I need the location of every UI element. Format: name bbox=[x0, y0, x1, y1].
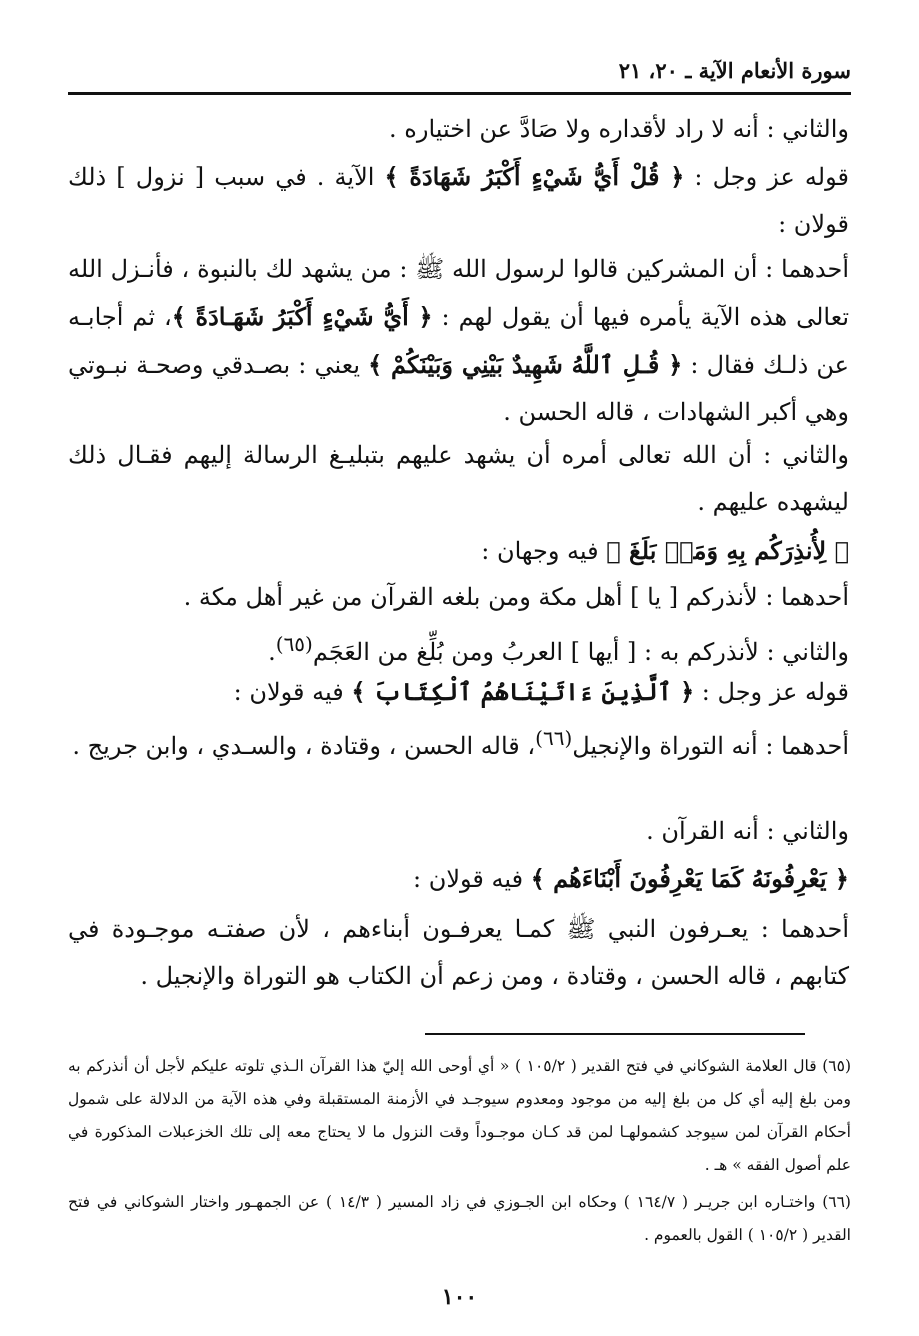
footnote-ref-66[interactable]: (٦٦) bbox=[535, 726, 573, 750]
quran-verse: ﴿ لِأُنذِرَكُم بِهِ وَمَنۢ بَلَغَ ﴾ bbox=[606, 536, 849, 565]
paragraph-second-opinion-2: والثاني : أن الله تعالى أمره أن يشهد عليهم بتبليـغ الرسالة إليهم فقـال ذلك ليشهده عليهم . bbox=[68, 441, 849, 516]
paragraph-second-aspect: والثاني : لأنذركم به : [ أيها ] العربُ ومن بُلِّغ من العَجَم$^{(٦٥)}$. bbox=[268, 632, 849, 666]
paragraph-recognize-prophet: أحدهما : يعـرفون النبي ﷺ كمـا يعرفـون أبناءهم ، لأن صفتـه موجـودة في كتابهم ، قاله الحسن ، وقتادة ، ومن زعم أن الكتاب هو التوراة والإنجيل . bbox=[68, 915, 849, 990]
quran-verse: ﴿ قُـلِ ٱللَّهُ شَهِيدٌ بَيْنِي وَبَيْنَكُمْ ﴾ bbox=[368, 350, 683, 379]
footnote-66: (٦٦) واختـاره ابن جريـر ( ١٦٤/٧ ) وحكاه ابن الجـوزي في زاد المسير ( ١٤/٣ ) عن الجمهـور واختار الشوكاني في فتح القدير ( ١٠٥/٢ ) القول بالعموم . bbox=[68, 1193, 851, 1244]
running-header: سورة الأنعام الآية ـ ٢٠، ٢١ bbox=[618, 58, 851, 83]
footnote-65: (٦٥) قال العلامة الشوكاني في فتح القدير ( ١٠٥/٢ ) « أي أوحى الله إليّ هذا القرآن الـذي تلوته عليكم لأجل أن أنذركم به ومن بلغ إليه أي كل من بلغ إليه من موجود ومعدوم سيوجـد في الأزمنة المستقبلة وفي هذه الآية من الدلالة على شمول أحكام القرآن لمن سيوجد كشمولهـا لمن قد كـان موجـوداً وقت النزول ما لا يحتاج معه إلى تلك الخزعبلات المذكورة في علم أصول الفقه » هـ . bbox=[68, 1057, 851, 1174]
paragraph-verse-yarifunahu: ﴿ يَعْرِفُونَهُ كَمَا يَعْرِفُونَ أَبْنَاءَهُم ﴾ فيه قولان : bbox=[413, 864, 849, 893]
paragraph-verse-shahada: قوله عز وجل : ﴿ قُلْ أَيُّ شَيْءٍ أَكْبَرُ شَهَادَةً ﴾ الآية . في سبب [ نزول ] ذلك قولان : bbox=[68, 162, 849, 238]
quran-verse: ﴿ يَعْرِفُونَهُ كَمَا يَعْرِفُونَ أَبْنَاءَهُم ﴾ bbox=[530, 864, 849, 893]
paragraph-first-aspect: أحدهما : لأنذركم [ يا ] أهل مكة ومن بلغه القرآن من غير أهل مكة . bbox=[183, 583, 849, 611]
paragraph-first-opinion: أحدهما : أن المشركين قالوا لرسول الله ﷺ : من يشهد لك بالنبوة ، فأنـزل الله تعالى هذه الآية يأمره فيها أن يقول لهم : ﴿ أَيُّ شَيْءٍ أَكْبَرُ شَهَـادَةً ﴾، ثم أجابـه عن ذلـك فقال : ﴿ قُـلِ ٱللَّهُ شَهِيدٌ بَيْنِي وَبَيْنَكُمْ ﴾ يعني : بصـدقي وصحـة نبـوتي وهي أكبر الشهادات ، قاله الحسن . bbox=[68, 255, 850, 426]
quran-verse: ﴿ أَيُّ شَيْءٍ أَكْبَرُ شَهَـادَةً ﴾ bbox=[171, 302, 433, 331]
paragraph-quran: والثاني : أنه القرآن . bbox=[646, 817, 849, 845]
quran-verse: ﴿ ٱلَّذِينَ ءَاتَيْنَاهُمُ ٱلْكِتَابَ ﴾ bbox=[351, 677, 695, 706]
paragraph-verse-linudhirakum: ﴿ لِأُنذِرَكُم بِهِ وَمَنۢ بَلَغَ ﴾ فيه وجهان : bbox=[481, 536, 849, 565]
footnote-divider bbox=[425, 1033, 805, 1035]
quran-verse: ﴿ قُلْ أَيُّ شَيْءٍ أَكْبَرُ شَهَادَةً ﴾ bbox=[384, 162, 685, 191]
header-divider bbox=[68, 92, 851, 95]
paragraph-torah-gospel: أحدهما : أنه التوراة والإنجيل$^{(٦٦)}$، قاله الحسن ، وقتادة ، والسـدي ، وابن جريج . bbox=[72, 726, 849, 760]
footnote-ref-65[interactable]: (٦٥) bbox=[275, 632, 313, 656]
paragraph-verse-kitab: قوله عز وجل : ﴿ ٱلَّذِينَ ءَاتَيْنَاهُمُ ٱلْكِتَابَ ﴾ فيه قولان : bbox=[233, 677, 849, 706]
paragraph-second-opinion: والثاني : أنه لا راد لأقداره ولا صَادَّ عن اختياره . bbox=[389, 115, 849, 143]
page-number: ١٠٠ bbox=[441, 1284, 478, 1310]
